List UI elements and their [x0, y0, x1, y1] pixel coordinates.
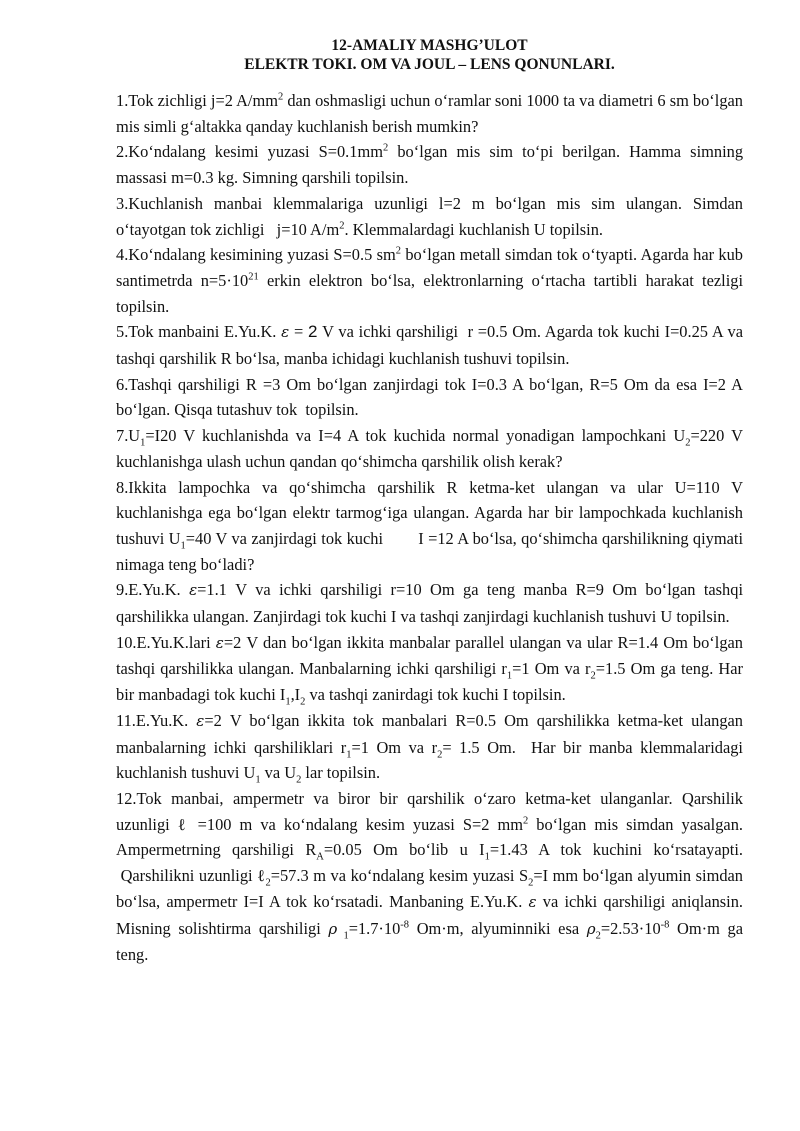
problem-9: 9.E.Yu.K. ε=1.1 V va ichki qarshiligi r=10 Om ga teng manba R=9 Om bo‘lgan tashqi qarshilikka ulangan. Zanjirdagi tok kuchi I va tashqi zanjirdagi kuchlanish tushuvi U topilsin. [116, 580, 744, 627]
problem-1: 1.Tok zichligi j=2 $A/mm^2$ dan oshmasligi uchun o‘ramlar soni 1000 ta va diametri 6 sm bo‘lgan mis simli g‘altakka qanday kuchlanish berish mumkin? [116, 91, 743, 136]
problem-7: $7.U_1=I20$ V kuchlanishda va I=4 A tok kuchida normal yonadigan lampochkani $U_2=220$ V kuchlanishga ulash uchun qandan qo‘shimcha qarshilik olish kerak? [116, 426, 743, 471]
problem-4: 4.Ko‘ndalang kesimining yuzasi S=0.5 $sm^2$ bo‘lgan metall simdan tok o‘tyapti. Agarda har kub santimetrda $n=5\cdot 10^{21}$ erkin elektron bo‘lsa, elektronlarning o‘rtacha tartibli harakat tezligi topilsin. [116, 245, 744, 316]
problem-12: 12.Tok manbai, ampermetr va biror bir qarshilik o‘zaro ketma-ket ulanganlar. Qarshilik uzunligi ℓ =100 m va ko‘ndalang kesim yuzasi S=2 $mm^2$ bo‘lgan mis simdan yasalgan. Ampermetrning qarshiligi $R_A=0.05$ Om bo‘lib u $I_1=1.43$ A tok kuchini ko‘rsatayapti. Qarshilikni uzunligi ℓ$_2$=57.3 m va ko‘ndalang kesim yuzasi $S_2=I$ mm bo‘lgan alyumin simdan bo‘lsa, ampermetr I=I A tok ko‘rsatadi. Manbaning E.Yu.K. ε va ichki qarshiligi aniqlansin. Misning solishtirma qarshiligi ρ $_1=1.7\cdot 10^{-8}$ Om·m, alyuminniki esa $\rho_2=2.53\cdot 10^{-8}$ Om·m ga teng. [116, 788, 743, 965]
problem-3: 3.Kuchlanish manbai klemmalariga uzunligi l=2 m bo‘lgan mis sim ulangan. Simdan o‘tayotgan tok zichligi j=10 $A/m^2$. Klemmalardagi kuchlanish U topilsin. [116, 193, 743, 239]
problem-list [116, 88, 743, 968]
problem-2: 2.Ko‘ndalang kesimi yuzasi $S=0.1mm^2$ bo‘lgan mis sim to‘pi berilgan. Hamma simning massasi m=0.3 kg. Simning qarshili topilsin. [116, 142, 744, 188]
problem-8: 8.Ikkita lampochka va qo‘shimcha qarshilik R ketma-ket ulangan va ular U=110 V kuchlanishga ega bo‘lgan elektr tarmog‘iga ulangan. Agarda har bir lampochkada kuchlanish tushuvi $U_1=40$ V va zanjirdagi tok kuchi I =12 A bo‘lsa, qo‘shimcha qarshilikning qiymati nimaga teng bo‘ladi? [116, 477, 743, 574]
problem-5: 5.Tok manbaini E.Yu.K. ε = 2 V va ichki qarshiligi r =0.5 Om. Agarda tok kuchi I=0.25 A va tashqi qarshilik R bo‘lsa, manba ichidagi kuchlanish tushuvi topilsin. [116, 322, 743, 369]
title-line-1: 12-AMALIY MASHG’ULOT [331, 37, 528, 54]
problem-11: 11.E.Yu.K. ε=2 V bo‘lgan ikkita tok manbalari R=0.5 Om qarshilikka ketma-ket ulangan manbalarning ichki qarshiliklari $r_1=1$ Om va $r_2= 1.5$ Om. Har bir manba klemmalaridagi kuchlanish tushuvi $U_1$ va $U_2$ lar topilsin. [116, 710, 743, 786]
problem-10: 10.E.Yu.K.lari ε=2 V dan bo‘lgan ikkita manbalar parallel ulangan va ular R=1.4 Om bo‘lgan tashqi qarshilikka ulangan. Manbalarning ichki qarshiligi $r_1=1$ Om va $r_2=1.5$ Om ga teng. Har bir manbadagi tok kuchi $I_1,I_2$ va tashqi zanirdagi tok kuchi I topilsin. [116, 632, 743, 708]
title-block [116, 36, 743, 74]
problem-6: 6.Tashqi qarshiligi R =3 Om bo‘lgan zanjirdagi tok I=0.3 A bo‘lgan, R=5 Om da esa I=2 A bo‘lgan. Qisqa tutashuv tok topilsin. [116, 374, 743, 420]
title-line-2: ELEKTR TOKI. OM VA JOUL – LENS QONUNLARI. [244, 56, 615, 73]
